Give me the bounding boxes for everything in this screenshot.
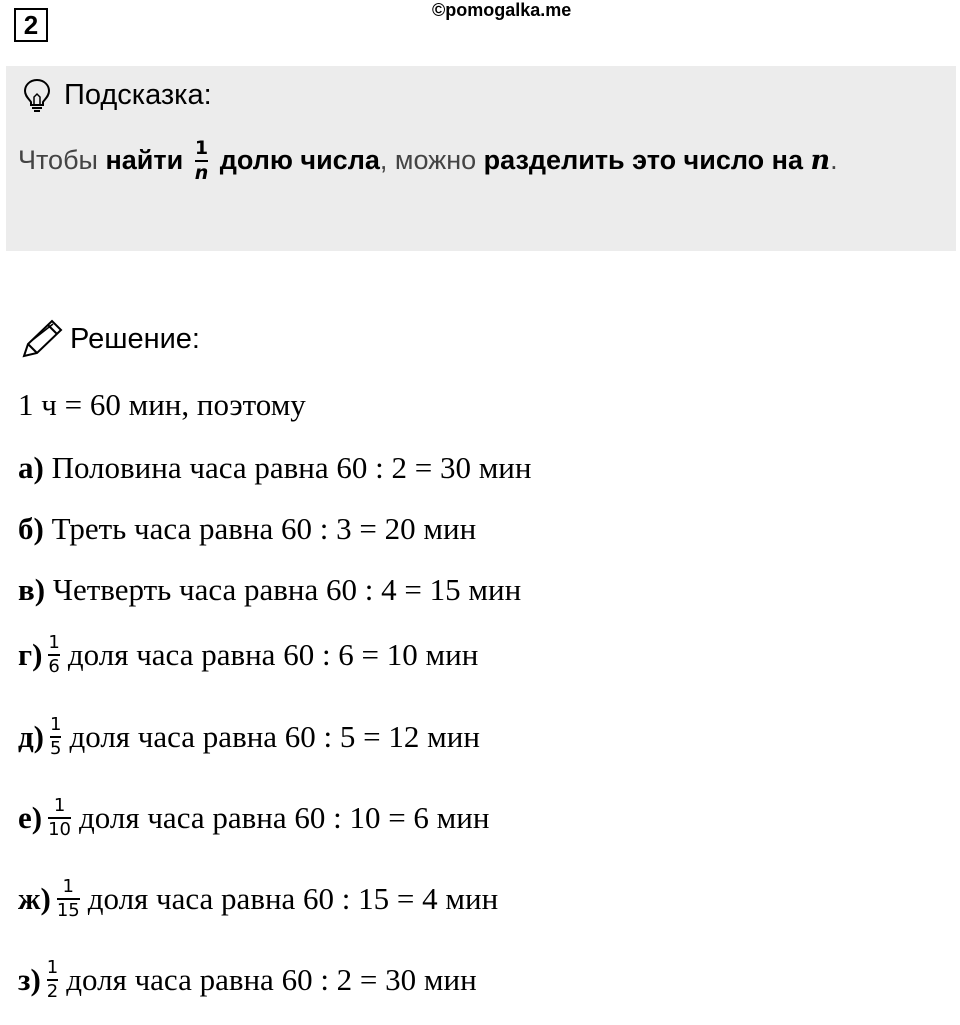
item-label: б) [18, 511, 44, 546]
fraction-numerator: 1 [48, 632, 60, 653]
solution-title [20, 318, 200, 360]
solution-item-z [18, 959, 477, 1001]
solution-item-a [18, 450, 532, 486]
hint-text-variable: n [810, 145, 831, 177]
solution-item-e [18, 797, 489, 839]
solution-item-v [18, 572, 521, 608]
hint-text [18, 139, 838, 183]
solution-item-b [18, 511, 476, 547]
hint-text-bold1: найти [105, 145, 191, 176]
item-label: г) [18, 636, 43, 672]
item-text: Четверть часа равна 60 : 4 = 15 мин [45, 572, 522, 607]
hint-fraction [195, 139, 209, 183]
solution-title-label: Решение: [70, 322, 200, 355]
solution-item-g [18, 634, 478, 676]
hint-title [22, 78, 212, 112]
task-number: 2 [14, 8, 48, 42]
hint-text-bold2: долю числа [212, 145, 380, 176]
pencil-icon [20, 318, 64, 360]
item-text: доля часа равна 60 : 10 = 6 мин [79, 799, 490, 835]
fraction-numerator: 1 [46, 957, 59, 978]
item-fraction [47, 959, 58, 1001]
item-fraction [48, 634, 59, 676]
solution-item-zh [18, 878, 498, 920]
item-label: з) [18, 961, 41, 997]
fraction-denominator: 5 [50, 737, 62, 759]
fraction-denominator: 2 [46, 980, 59, 1002]
hint-text-part2: , можно [379, 145, 484, 176]
item-text: доля часа равна 60 : 5 = 12 мин [69, 718, 480, 754]
hint-fraction-denominator: n [194, 161, 209, 184]
item-text: Треть часа равна 60 : 3 = 20 мин [43, 511, 477, 546]
item-label: е) [18, 799, 43, 835]
item-label: в) [18, 572, 46, 607]
fraction-denominator: 15 [56, 899, 80, 921]
item-fraction [57, 878, 80, 920]
item-fraction [50, 716, 61, 758]
item-label: д) [18, 718, 45, 754]
watermark: ©pomogalka.me [432, 0, 572, 20]
item-text: доля часа равна 60 : 15 = 4 мин [87, 880, 499, 916]
solution-intro: 1 ч = 60 мин, поэтому [18, 387, 306, 422]
item-text: доля часа равна 60 : 6 = 10 мин [67, 636, 479, 672]
hint-text-bold3: разделить это число на [483, 145, 811, 176]
item-label: а) [18, 450, 44, 485]
fraction-denominator: 10 [48, 818, 71, 840]
hint-text-part1: Чтобы [18, 145, 106, 176]
hint-title-label: Подсказка: [64, 78, 212, 111]
item-text: доля часа равна 60 : 2 = 30 мин [66, 961, 477, 997]
item-text: Половина часа равна 60 : 2 = 30 мин [43, 450, 532, 485]
item-fraction [48, 797, 71, 839]
solution-item-d [18, 716, 480, 758]
hint-box [6, 66, 956, 251]
hint-text-end: . [830, 145, 838, 176]
lightbulb-icon [22, 78, 52, 112]
fraction-denominator: 6 [48, 655, 60, 677]
fraction-numerator: 1 [50, 714, 62, 735]
fraction-numerator: 1 [53, 795, 66, 816]
hint-fraction-numerator: 1 [194, 137, 209, 159]
fraction-numerator: 1 [62, 876, 74, 897]
item-label: ж) [18, 880, 51, 916]
